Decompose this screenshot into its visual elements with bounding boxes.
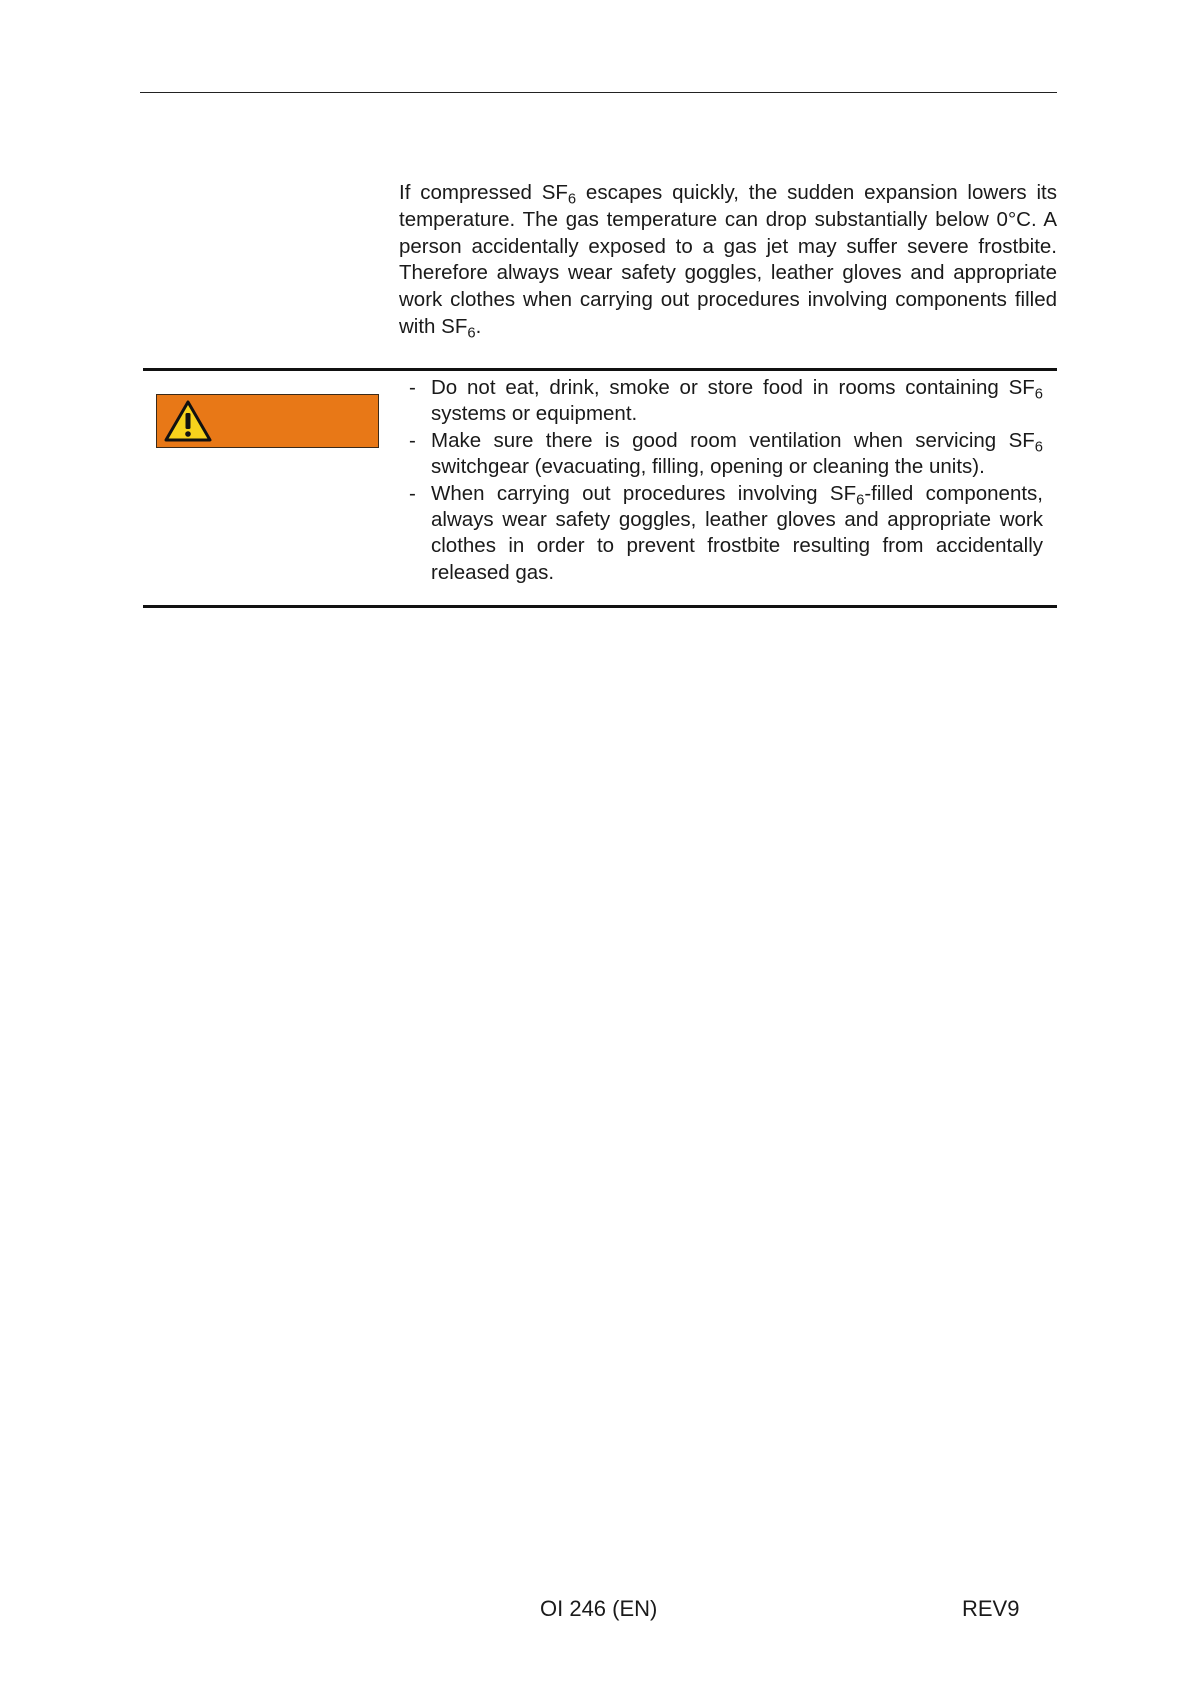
revision-label: REV9 (962, 1596, 1020, 1621)
header-rule (140, 92, 1057, 93)
warning-bottom-rule (143, 605, 1057, 608)
warning-item: - Do not eat, drink, smoke or store food in rooms containing $SF_6$ systems or equipment. (409, 375, 1043, 428)
document-reference: OI 246 (EN) (540, 1596, 658, 1621)
warning-item: - Make sure there is good room ventilation when servicing $SF_6$ switchgear (evacuating, filling, opening or cleaning the units). (409, 428, 1043, 481)
warning-label (156, 394, 379, 448)
warning-item: - When carrying out procedures involving $SF_6$-filled components, always wear safety goggles, leather gloves and appropriate work clothes in order to prevent frostbite resulting from accidentally released gas. (409, 481, 1043, 587)
warning-list (409, 375, 1043, 586)
warning-top-rule (143, 368, 1057, 371)
warning-triangle-icon (163, 399, 213, 443)
intro-paragraph: If compressed $SF_6$ escapes quickly, the sudden expansion lowers its temperature. The gas temperature can drop substantially below 0°C. A person accidentally exposed to a gas jet may suffer severe frostbite. Therefore always wear safety goggles, leather gloves and appropriate work clothes when carrying out procedures involving components filled with $SF_6$. (399, 181, 1057, 342)
